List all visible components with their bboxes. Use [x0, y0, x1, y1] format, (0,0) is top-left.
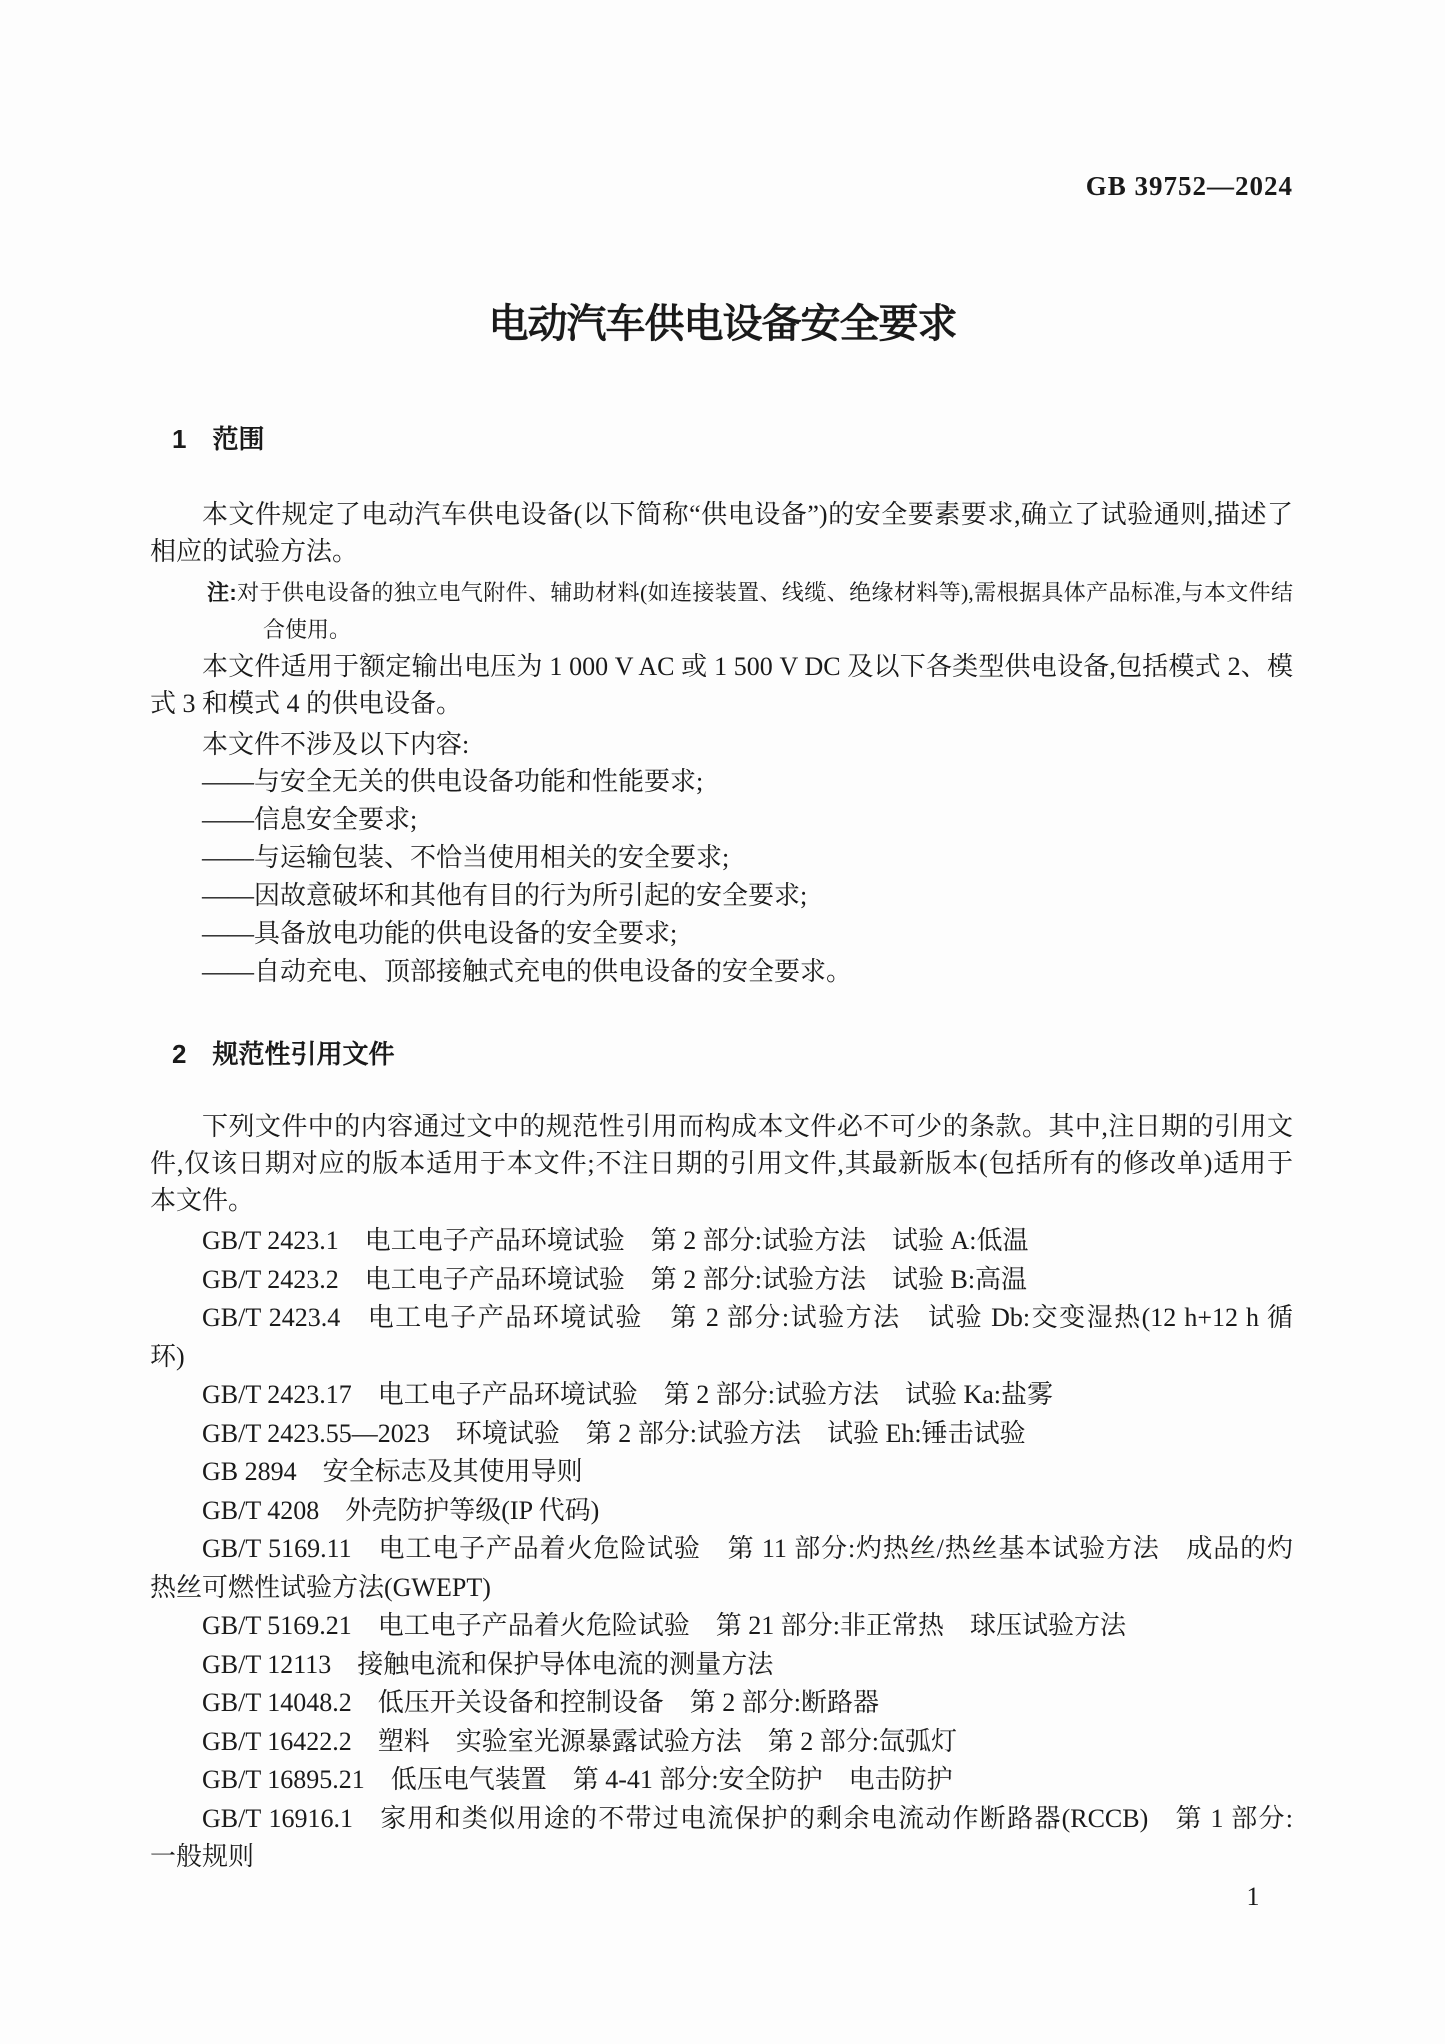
standard-code: GB 39752—2024 [1085, 171, 1293, 201]
page-number: 1 [1246, 1882, 1260, 1911]
clause-2-heading [150, 1039, 1293, 1069]
clause-1-exclusion-list [150, 763, 1293, 991]
text-line: ——具备放电功能的供电设备的安全要求; [202, 919, 678, 948]
text-line: 2 规范性引用文件 [172, 1039, 395, 1069]
clause-1-note [150, 574, 1293, 648]
text-line: GB/T 2423.1 电工电子产品环境试验 第 2 部分:试验方法 试验 A:低温 [202, 1226, 1029, 1255]
text-line: GB/T 4208 外壳防护等级(IP 代码) [202, 1495, 600, 1525]
text-line: 合使用。 [263, 617, 352, 642]
text-line: GB/T 14048.2 低压开关设备和控制设备 第 2 部分:断路器 [202, 1688, 879, 1717]
text-line: GB/T 5169.11 电工电子产品着火危险试验 第 11 部分:灼热丝/热丝基本试验方法 成品的灼 [202, 1534, 1293, 1563]
clause-1-paragraph-2 [150, 648, 1293, 722]
text-line: 本文件。 [150, 1186, 255, 1215]
document-title: 电动汽车供电设备安全要求 [488, 302, 957, 346]
text-line: 式 3 和模式 4 的供电设备。 [150, 689, 463, 718]
text-line: ——自动充电、顶部接触式充电的供电设备的安全要求。 [202, 957, 853, 986]
text-line: 相应的试验方法。 [150, 537, 359, 566]
text-line: GB/T 2423.4 电工电子产品环境试验 第 2 部分:试验方法 试验 Db:交变湿热(12 h+12 h 循 [202, 1303, 1293, 1332]
text-line: ——与运输包装、不恰当使用相关的安全要求; [202, 843, 730, 872]
text-line: GB/T 5169.21 电工电子产品着火危险试验 第 21 部分:非正常热 球压试验方法 [202, 1611, 1126, 1640]
text-line: ——与安全无关的供电设备功能和性能要求; [202, 767, 704, 796]
note-label: 注: [207, 580, 237, 605]
text-line: GB/T 2423.55—2023 环境试验 第 2 部分:试验方法 试验 Eh:锤击试验 [202, 1418, 1026, 1448]
clause-2-paragraph-1 [150, 1108, 1293, 1219]
text-line: GB/T 2423.2 电工电子产品环境试验 第 2 部分:试验方法 试验 B:高温 [202, 1264, 1028, 1294]
text-line: 环) [150, 1341, 185, 1371]
text-line: 本文件不涉及以下内容: [202, 730, 470, 759]
text-line: 注:对于供电设备的独立电气附件、辅助材料(如连接装置、线缆、绝缘材料等),需根据具体产品标准,与本文件结 [207, 580, 1294, 605]
text-line: 热丝可燃性试验方法(GWEPT) [150, 1572, 491, 1602]
text-line: 本文件规定了电动汽车供电设备(以下简称“供电设备”)的安全要素要求,确立了试验通则,描述了 [202, 500, 1293, 529]
text-line: GB/T 12113 接触电流和保护导体电流的测量方法 [202, 1649, 774, 1679]
text-line: 一般规则 [150, 1842, 255, 1871]
text-line: GB/T 16916.1 家用和类似用途的不带过电流保护的剩余电流动作断路器(RCCB) 第 1 部分: [202, 1803, 1293, 1833]
text-line: 1 范围 [172, 424, 265, 454]
text-line: GB/T 2423.17 电工电子产品环境试验 第 2 部分:试验方法 试验 Ka:盐雾 [202, 1380, 1054, 1409]
text-line: GB/T 16895.21 低压电气装置 第 4-41 部分:安全防护 电击防护 [202, 1765, 953, 1794]
clause-1-paragraph-1 [150, 496, 1293, 570]
text-line: ——信息安全要求; [202, 805, 418, 834]
text-line: GB/T 16422.2 塑料 实验室光源暴露试验方法 第 2 部分:氙弧灯 [202, 1726, 957, 1756]
clause-1-heading [150, 424, 1293, 454]
text-line: 件,仅该日期对应的版本适用于本文件;不注日期的引用文件,其最新版本(包括所有的修改单)适用于 [150, 1149, 1293, 1178]
text-line: ——因故意破坏和其他有目的行为所引起的安全要求; [202, 881, 808, 910]
clause-1-paragraph-3 [150, 726, 1293, 763]
text-line: 本文件适用于额定输出电压为 1 000 V AC 或 1 500 V DC 及以下各类型供电设备,包括模式 2、模 [202, 652, 1293, 681]
text-line: 下列文件中的内容通过文中的规范性引用而构成本文件必不可少的条款。其中,注日期的引用文 [202, 1112, 1293, 1141]
text-line: GB 2894 安全标志及其使用导则 [202, 1457, 583, 1486]
clause-2-reference-list [150, 1222, 1293, 1877]
